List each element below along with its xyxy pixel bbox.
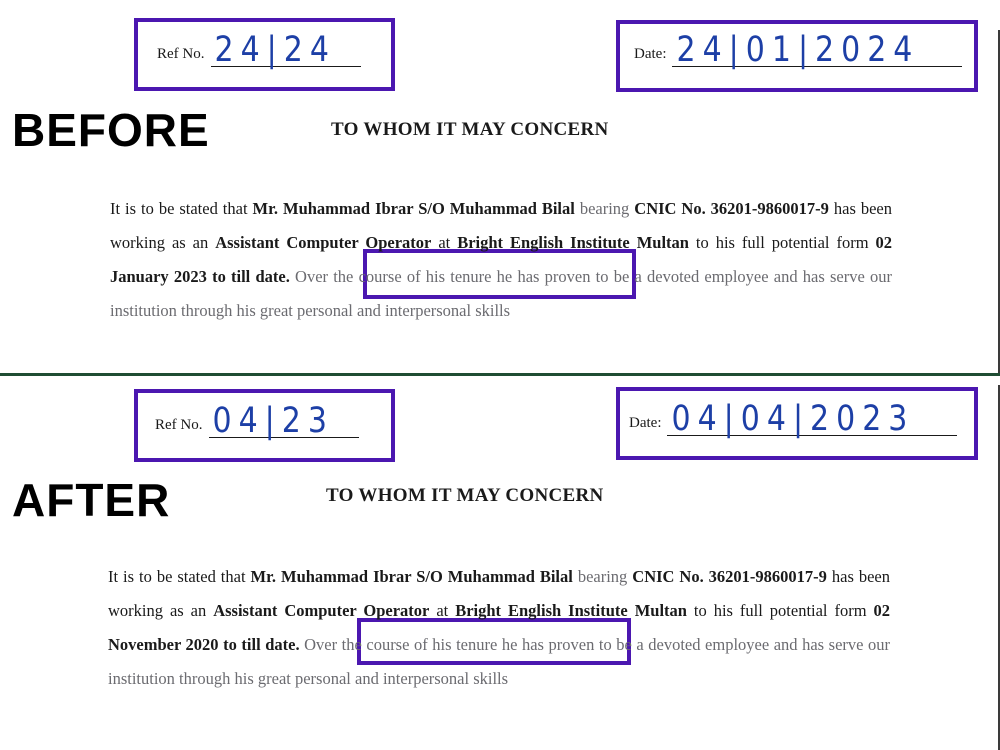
ref-label: Ref No. xyxy=(157,46,205,62)
job-position: Assistant Computer Operator xyxy=(215,233,432,252)
ref-line xyxy=(211,29,361,70)
body-working: has been working as an xyxy=(108,567,890,620)
date-label: Date: xyxy=(629,415,662,431)
body-potential: to his full potential form xyxy=(686,601,874,620)
date-label: Date: xyxy=(634,46,667,62)
letter-body xyxy=(110,192,892,328)
ref-handwritten-value: 04|23 xyxy=(212,400,334,441)
cnic-number: CNIC No. 36201-9860017-9 xyxy=(634,199,829,218)
ref-field xyxy=(155,400,359,441)
body-working: has been working as an xyxy=(110,199,892,252)
employment-start: 02 November 2020 to till date. xyxy=(108,601,890,654)
date-line xyxy=(672,29,962,70)
job-position: Assistant Computer Operator xyxy=(213,601,430,620)
ref-field xyxy=(157,29,361,70)
date-field xyxy=(634,29,962,70)
body-bearing: bearing xyxy=(572,567,633,586)
cnic-number: CNIC No. 36201-9860017-9 xyxy=(632,567,827,586)
ref-label: Ref No. xyxy=(155,417,203,433)
institute-name: Bright English Institute Multan xyxy=(455,601,687,620)
employment-start: 02 January 2023 to till date. xyxy=(110,233,892,286)
after-panel xyxy=(0,375,1000,750)
letter-body xyxy=(108,560,890,696)
before-label: BEFORE xyxy=(12,104,210,156)
employee-name: Mr. Muhammad Ibrar S/O Muhammad Bilal xyxy=(250,567,573,586)
letter-heading: TO WHOM IT MAY CONCERN xyxy=(331,119,609,140)
ref-line xyxy=(209,400,359,441)
body-tenure: Over the course of his tenure he has proven to be a devoted employee and has serve our institution through his great personal and interpersonal skills xyxy=(108,635,891,688)
body-tenure: Over the course of his tenure he has proven to be a devoted employee and has serve our institution through his great personal and interpersonal skills xyxy=(110,267,892,320)
date-field xyxy=(629,398,957,439)
ref-handwritten-value: 24|24 xyxy=(214,29,336,70)
date-handwritten-value: 04|04|2023 xyxy=(671,398,915,439)
body-at: at xyxy=(431,233,458,252)
body-potential: to his full potential form xyxy=(688,233,876,252)
date-handwritten-value: 24|01|2024 xyxy=(676,29,920,70)
letter-heading: TO WHOM IT MAY CONCERN xyxy=(326,485,604,506)
after-label: AFTER xyxy=(12,474,171,526)
body-at: at xyxy=(429,601,456,620)
employee-name: Mr. Muhammad Ibrar S/O Muhammad Bilal xyxy=(252,199,575,218)
body-intro: It is to be stated that xyxy=(108,567,251,586)
date-line xyxy=(667,398,957,439)
body-intro: It is to be stated that xyxy=(110,199,253,218)
institute-name: Bright English Institute Multan xyxy=(457,233,689,252)
body-bearing: bearing xyxy=(574,199,635,218)
